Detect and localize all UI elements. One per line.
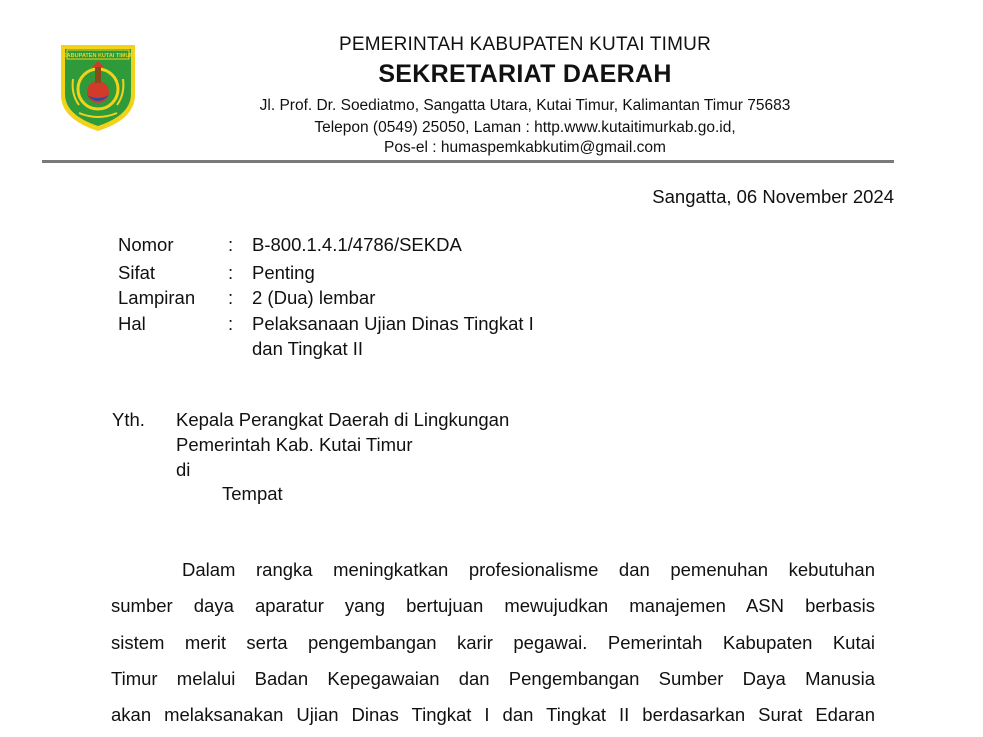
sifat-colon: : — [228, 262, 234, 283]
recipient-line1: Kepala Perangkat Daerah di Lingkungan — [176, 409, 510, 430]
header-government-name: PEMERINTAH KABUPATEN KUTAI TIMUR — [338, 34, 711, 55]
header-email: Pos-el : humaspemkabkutim@gmail.com — [384, 139, 666, 156]
lampiran-label: Lampiran — [118, 287, 196, 308]
salutation-yth: Yth. — [112, 409, 145, 430]
logo-text: KABUPATEN KUTAI TIMUR — [62, 53, 134, 59]
nomor-colon: : — [228, 234, 234, 255]
nomor-label: Nomor — [118, 234, 174, 255]
kutai-timur-coat-of-arms-logo — [57, 39, 139, 133]
body-line: Dalam rangka meningkatkan profesionalisme dan pemenuhan kebutuhan — [182, 559, 875, 580]
hal-label: Hal — [118, 313, 146, 334]
hal-value-line2: dan Tingkat II — [252, 338, 364, 359]
nomor-value: B-800.1.4.1/4786/SEKDA — [252, 234, 462, 255]
header-address: Jl. Prof. Dr. Soediatmo, Sangatta Utara, Kutai Timur, Kalimantan Timur 75683 — [259, 97, 791, 114]
body-line: akan melaksanakan Ujian Dinas Tingkat I dan Tingkat II berdasarkan Surat Edaran — [111, 704, 875, 726]
recipient-line2: Pemerintah Kab. Kutai Timur — [176, 434, 413, 455]
recipient-line4: Tempat — [222, 483, 283, 504]
sifat-value: Penting — [252, 262, 315, 283]
header-divider — [42, 160, 894, 163]
hal-colon: : — [228, 313, 234, 334]
lampiran-colon: : — [228, 287, 234, 308]
recipient-line3: di — [176, 459, 191, 480]
body-line: sumber daya aparatur yang bertujuan mewujudkan manajemen ASN berbasis — [111, 595, 875, 617]
body-line: sistem merit serta pengembangan karir pegawai. Pemerintah Kabupaten Kutai — [111, 631, 875, 653]
body-line: Timur melalui Badan Kepegawaian dan Pengembangan Sumber Daya Manusia — [111, 667, 875, 689]
header-office-name: SEKRETARIAT DAERAH — [378, 60, 672, 88]
hal-value-line1: Pelaksanaan Ujian Dinas Tingkat I — [252, 313, 534, 334]
letter-date: Sangatta, 06 November 2024 — [652, 186, 894, 207]
header-contact: Telepon (0549) 25050, Laman : http.www.kutaitimurkab.go.id, — [314, 119, 736, 136]
sifat-label: Sifat — [118, 262, 156, 283]
lampiran-value: 2 (Dua) lembar — [252, 287, 376, 308]
body-paragraph — [111, 552, 875, 733]
